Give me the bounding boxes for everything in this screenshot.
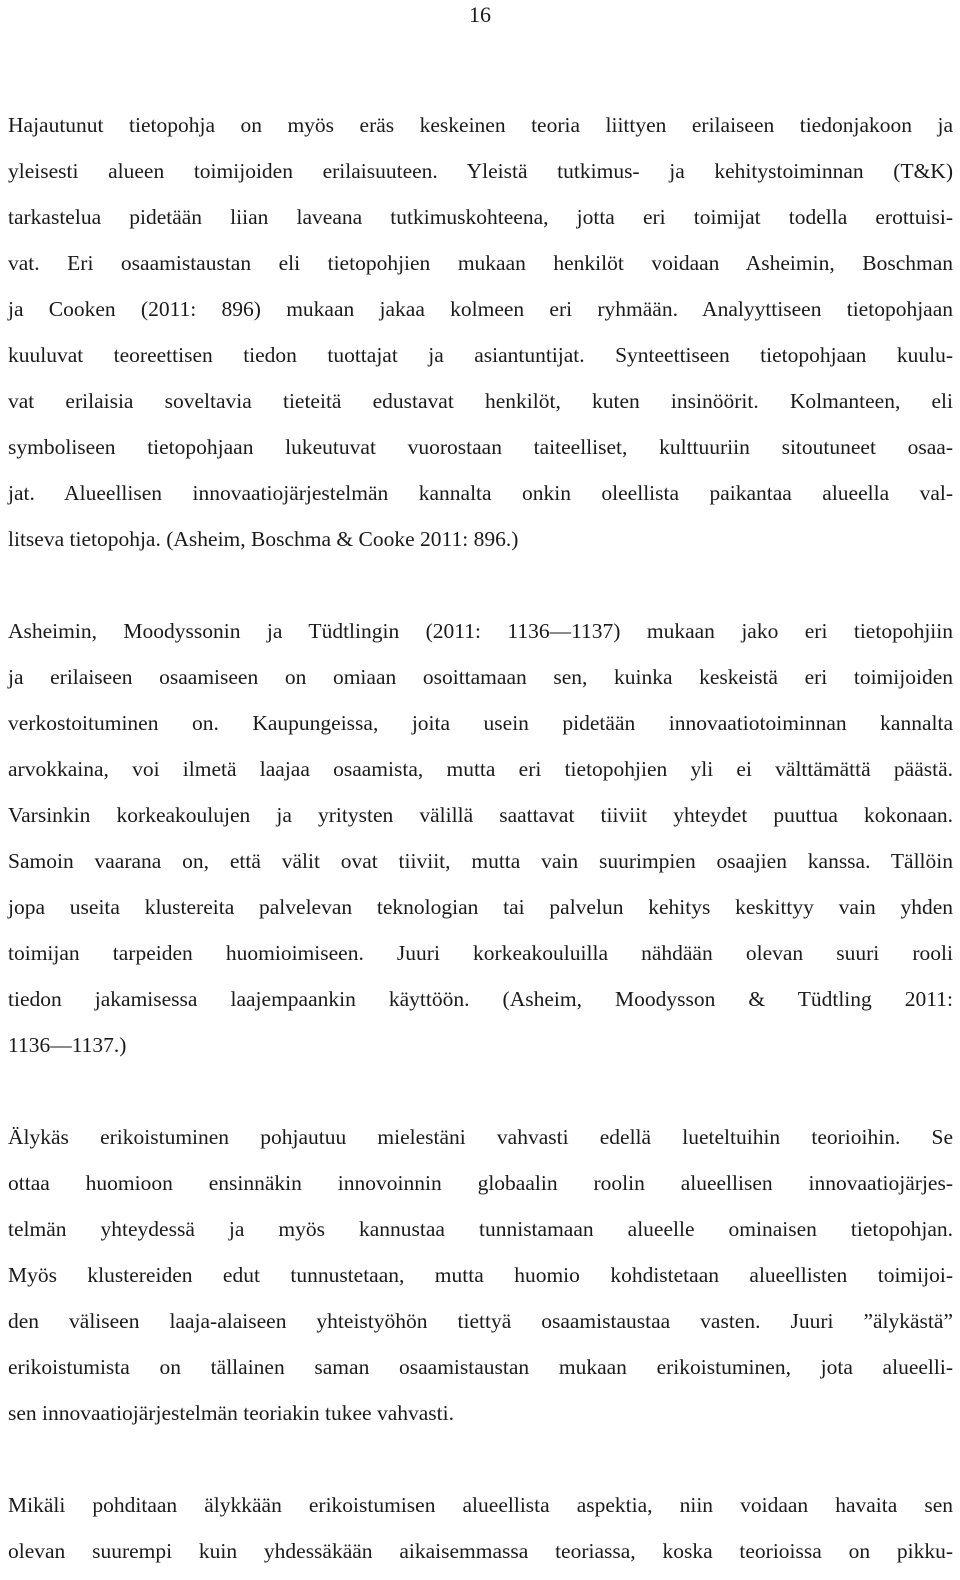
text-line: ja Cooken (2011: 896) mukaan jakaa kolmeen eri ryhmään. Analyyttiseen tietopohjaan [8, 297, 953, 321]
text-line: vat erilaisia soveltavia tieteitä edustavat henkilöt, kuten insinöörit. Kolmanteen, eli [8, 389, 953, 413]
text-line: 1136—1137.) [8, 1033, 127, 1057]
text-line: vat. Eri osaamistaustan eli tietopohjien mukaan henkilöt voidaan Asheimin, Boschman [8, 251, 953, 275]
text-line: Hajautunut tietopohja on myös eräs keskeinen teoria liittyen erilaiseen tiedonjakoon ja [8, 113, 953, 137]
text-line: symboliseen tietopohjaan lukeutuvat vuorostaan taiteelliset, kulttuuriin sitoutuneet osaa- [8, 435, 953, 459]
text-line: ja erilaiseen osaamiseen on omiaan osoittamaan sen, kuinka keskeistä eri toimijoiden [8, 665, 953, 689]
page-number: 16 [469, 2, 491, 27]
text-line: tiedon jakamisessa laajempaankin käyttöön. (Asheim, Moodysson & Tüdtling 2011: [8, 987, 953, 1011]
text-line: Varsinkin korkeakoulujen ja yritysten välillä saattavat tiiviit yhteydet puuttua kokonaan. [8, 803, 953, 827]
text-line: kuuluvat teoreettisen tiedon tuottajat ja asiantuntijat. Synteettiseen tietopohjaan kuulu- [8, 343, 953, 367]
text-line: Älykäs erikoistuminen pohjautuu mielestäni vahvasti edellä lueteltuihin teorioihin. Se [8, 1125, 953, 1149]
text-line: den väliseen laaja-alaiseen yhteistyöhön tiettyä osaamistaustaa vasten. Juuri ”älykästä” [8, 1309, 953, 1333]
text-line: yleisesti alueen toimijoiden erilaisuuteen. Yleistä tutkimus- ja kehitystoiminnan (T&K) [8, 159, 953, 183]
text-line: litseva tietopohja. (Asheim, Boschma & Cooke 2011: 896.) [8, 527, 519, 551]
text-line: ottaa huomioon ensinnäkin innovoinnin globaalin roolin alueellisen innovaatiojärjes- [8, 1171, 953, 1195]
text-line: tarkastelua pidetään liian laveana tutkimuskohteena, jotta eri toimijat todella erottuisi- [8, 205, 953, 229]
text-line: Samoin vaarana on, että välit ovat tiiviit, mutta vain suurimpien osaajien kanssa. Tällöin [8, 849, 953, 873]
text-line: telmän yhteydessä ja myös kannustaa tunnistamaan alueelle ominaisen tietopohjan. [8, 1217, 953, 1241]
text-line: sen innovaatiojärjestelmän teoriakin tukee vahvasti. [8, 1401, 454, 1425]
paragraph [8, 608, 953, 1068]
text-line: Asheimin, Moodyssonin ja Tüdtlingin (2011: 1136—1137) mukaan jako eri tietopohjiin [8, 619, 953, 643]
text-line: arvokkaina, voi ilmetä laajaa osaamista, mutta eri tietopohjien yli ei välttämättä päästä. [8, 757, 953, 781]
paragraph [8, 1114, 953, 1436]
text-line: toimijan tarpeiden huomioimiseen. Juuri korkeakouluilla nähdään olevan suuri rooli [8, 941, 953, 965]
text-line: jopa useita klustereita palvelevan teknologian tai palvelun kehitys keskittyy vain yhden [8, 895, 953, 919]
text-line: olevan suurempi kuin yhdessäkään aikaisemmassa teoriassa, koska teorioissa on pikku- [8, 1539, 953, 1563]
text-line: erikoistumista on tällainen saman osaamistaustan mukaan erikoistuminen, jota alueelli- [8, 1355, 953, 1379]
text-line: verkostoituminen on. Kaupungeissa, joita usein pidetään innovaatiotoiminnan kannalta [8, 711, 953, 735]
text-line: Myös klustereiden edut tunnustetaan, mutta huomio kohdistetaan alueellisten toimijoi- [8, 1263, 953, 1287]
text-line: jat. Alueellisen innovaatiojärjestelmän kannalta onkin oleellista paikantaa alueella val- [8, 481, 953, 505]
paragraph [8, 102, 953, 562]
text-line: Mikäli pohditaan älykkään erikoistumisen alueellista aspektia, niin voidaan havaita sen [8, 1493, 953, 1517]
paragraph [8, 1482, 953, 1574]
document-body [8, 102, 953, 1574]
